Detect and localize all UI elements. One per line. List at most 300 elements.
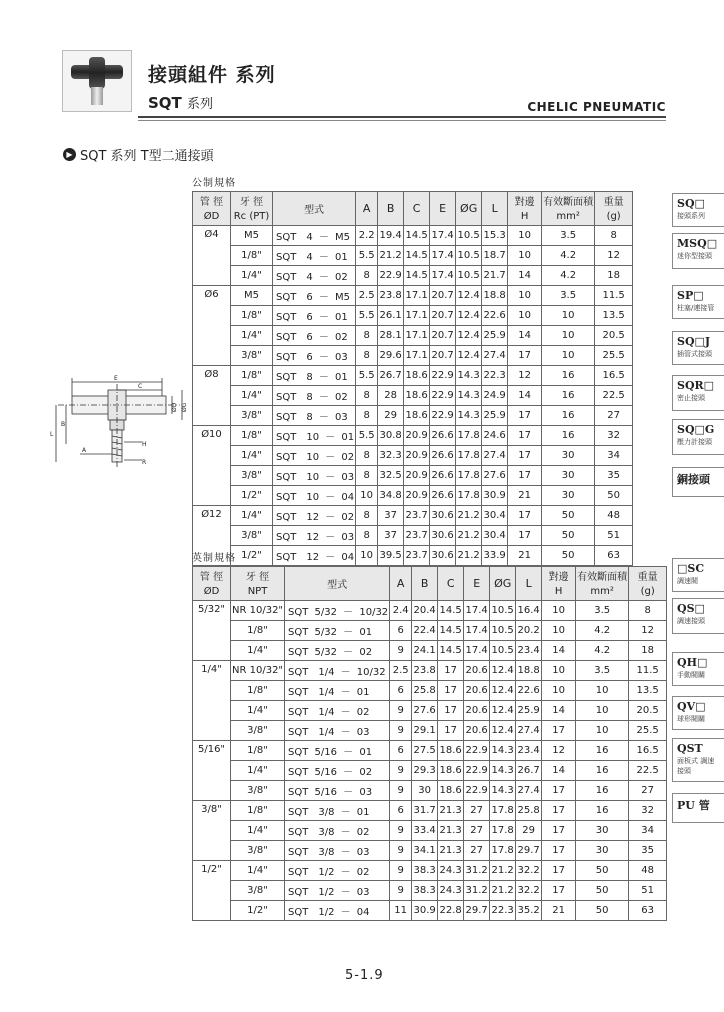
c-cell: 17: [438, 661, 464, 681]
model-cell: SQT 4 － 02: [273, 266, 356, 286]
header-model: 型式: [273, 192, 356, 226]
b-cell: 22.9: [378, 266, 404, 286]
c-cell: 17.1: [404, 346, 430, 366]
g-cell: 12.4: [456, 326, 482, 346]
label-E: E: [114, 375, 118, 382]
h-cell: 17: [508, 446, 542, 466]
l-cell: 30.4: [482, 526, 508, 546]
a-cell: 2.2: [356, 226, 378, 246]
area-cell: 16: [542, 366, 595, 386]
a-cell: 9: [390, 641, 412, 661]
l-cell: 25.8: [516, 801, 542, 821]
side-tab-title: SP□: [677, 289, 704, 302]
header-weight-label: 重量: [595, 192, 633, 209]
l-cell: 23.4: [516, 741, 542, 761]
e-cell: 29.7: [464, 901, 490, 921]
area-cell: 4.2: [576, 641, 629, 661]
h-cell: 17: [542, 801, 576, 821]
b-cell: 27.6: [412, 701, 438, 721]
c-cell: 18.6: [404, 386, 430, 406]
thread-cell: 3/8": [231, 721, 285, 741]
model-cell: SQT 3/8 － 01: [285, 801, 390, 821]
model-cell: SQT 10 － 01: [273, 426, 356, 446]
e-cell: 30.6: [430, 546, 456, 566]
b-cell: 37: [378, 506, 404, 526]
g-cell: 21.2: [456, 506, 482, 526]
model-cell: SQT 6 － M5: [273, 286, 356, 306]
thread-cell: 1/4": [231, 641, 285, 661]
e-cell: 20.6: [464, 661, 490, 681]
a-cell: 8: [356, 386, 378, 406]
a-cell: 10: [356, 546, 378, 566]
model-cell: SQT 1/4 － 03: [285, 721, 390, 741]
side-tab-title: QH□: [677, 656, 708, 669]
l-cell: 23.4: [516, 641, 542, 661]
thread-cell: 1/8": [231, 681, 285, 701]
table-row: [193, 821, 667, 841]
side-tab-2[interactable]: [672, 285, 724, 319]
h-cell: 17: [542, 841, 576, 861]
side-tab-5[interactable]: [672, 419, 724, 455]
b-cell: 20.4: [412, 601, 438, 621]
g-cell: 14.3: [490, 761, 516, 781]
h-cell: 17: [508, 526, 542, 546]
header-weight-label: 重量: [629, 567, 667, 584]
h-cell: 21: [508, 546, 542, 566]
table-row: [193, 881, 667, 901]
a-cell: 8: [356, 526, 378, 546]
thread-cell: 3/8": [231, 406, 273, 426]
h-cell: 17: [508, 466, 542, 486]
label-B: B: [61, 421, 66, 428]
e-cell: 17.4: [430, 266, 456, 286]
area-cell: 4.2: [542, 246, 595, 266]
g-cell: 12.4: [490, 661, 516, 681]
product-photo: [62, 50, 132, 112]
tube-diameter-cell: 5/32": [193, 601, 231, 661]
label-H: H: [142, 441, 147, 448]
table-row: [193, 681, 667, 701]
header-od-unit: ØD: [193, 584, 231, 601]
l-cell: 26.7: [516, 761, 542, 781]
b-cell: 31.7: [412, 801, 438, 821]
h-cell: 10: [508, 286, 542, 306]
weight-cell: 13.5: [629, 681, 667, 701]
g-cell: 10.5: [490, 601, 516, 621]
area-cell: 10: [576, 701, 629, 721]
section-title: [63, 145, 214, 164]
thread-cell: 1/4": [231, 446, 273, 466]
side-tab-10[interactable]: [672, 696, 724, 730]
h-cell: 17: [542, 821, 576, 841]
a-cell: 11: [390, 901, 412, 921]
thread-cell: 1/4": [231, 761, 285, 781]
l-cell: 16.4: [516, 601, 542, 621]
area-cell: 30: [576, 841, 629, 861]
weight-cell: 34: [595, 446, 633, 466]
side-tab-title: QV□: [677, 700, 706, 713]
weight-cell: 35: [595, 466, 633, 486]
model-cell: SQT 10 － 02: [273, 446, 356, 466]
e-cell: 20.7: [430, 326, 456, 346]
play-icon: ▶: [63, 148, 76, 161]
weight-cell: 51: [629, 881, 667, 901]
b-cell: 33.4: [412, 821, 438, 841]
header-area-label: 有效斷面積: [576, 567, 629, 584]
side-tab-title: QST: [677, 742, 703, 755]
h-cell: 14: [508, 326, 542, 346]
c-cell: 14.5: [404, 266, 430, 286]
table-row: [193, 761, 667, 781]
g-cell: 17.8: [490, 841, 516, 861]
model-cell: SQT 5/16 － 02: [285, 761, 390, 781]
g-cell: 21.2: [490, 861, 516, 881]
thread-cell: 1/8": [231, 246, 273, 266]
g-cell: 12.4: [456, 286, 482, 306]
table-row: [193, 901, 667, 921]
header-C: C: [438, 567, 464, 601]
h-cell: 17: [542, 721, 576, 741]
header-A: A: [356, 192, 378, 226]
thread-cell: 1/4": [231, 821, 285, 841]
area-cell: 4.2: [576, 621, 629, 641]
l-cell: 25.9: [516, 701, 542, 721]
g-cell: 14.3: [456, 386, 482, 406]
page-number: 5-1.9: [345, 968, 384, 983]
area-cell: 16: [542, 386, 595, 406]
side-tab-title: SQ□: [677, 197, 705, 210]
table-row: [193, 721, 667, 741]
weight-cell: 27: [629, 781, 667, 801]
b-cell: 38.3: [412, 881, 438, 901]
thread-cell: 1/4": [231, 326, 273, 346]
side-tab-0[interactable]: [672, 193, 724, 227]
table-row: [193, 246, 633, 266]
l-cell: 27.6: [482, 466, 508, 486]
side-tab-11[interactable]: [672, 738, 724, 782]
weight-cell: 11.5: [595, 286, 633, 306]
header-thread-unit: Rc (PT): [231, 209, 273, 226]
thread-cell: 1/2": [231, 486, 273, 506]
tube-diameter-cell: Ø12: [193, 506, 231, 566]
c-cell: 23.7: [404, 506, 430, 526]
thread-cell: 3/8": [231, 346, 273, 366]
l-cell: 21.7: [482, 266, 508, 286]
area-cell: 3.5: [576, 661, 629, 681]
l-cell: 18.7: [482, 246, 508, 266]
e-cell: 30.6: [430, 526, 456, 546]
a-cell: 2.4: [390, 601, 412, 621]
h-cell: 17: [508, 346, 542, 366]
g-cell: 21.2: [490, 881, 516, 901]
model-cell: SQT 10 － 03: [273, 466, 356, 486]
side-tab-subtitle: 接頭系列: [677, 212, 705, 220]
header-B: B: [378, 192, 404, 226]
a-cell: 9: [390, 821, 412, 841]
c-cell: 14.5: [438, 621, 464, 641]
b-cell: 29: [378, 406, 404, 426]
side-tab-6[interactable]: [672, 467, 724, 497]
c-cell: 18.6: [404, 366, 430, 386]
side-tab-subtitle: 迷你型接頭: [677, 252, 712, 260]
model-cell: SQT 12 － 03: [273, 526, 356, 546]
weight-cell: 12: [629, 621, 667, 641]
e-cell: 22.9: [430, 366, 456, 386]
l-cell: 22.6: [516, 681, 542, 701]
c-cell: 18.6: [404, 406, 430, 426]
h-cell: 21: [542, 901, 576, 921]
c-cell: 17: [438, 681, 464, 701]
l-cell: 27.4: [516, 721, 542, 741]
side-tab-title: □SC: [677, 562, 705, 575]
g-cell: 12.4: [456, 306, 482, 326]
label-D: ØD: [171, 402, 178, 412]
c-cell: 21.3: [438, 821, 464, 841]
side-tab-title: SQR□: [677, 379, 715, 392]
area-cell: 3.5: [542, 286, 595, 306]
header-G: ØG: [490, 567, 516, 601]
header-weight-unit: (g): [595, 209, 633, 226]
c-cell: 18.6: [438, 781, 464, 801]
side-tab-7[interactable]: [672, 558, 724, 592]
b-cell: 23.8: [412, 661, 438, 681]
h-cell: 12: [508, 366, 542, 386]
area-cell: 30: [542, 486, 595, 506]
side-tab-8[interactable]: [672, 598, 724, 634]
model-cell: SQT 4 － M5: [273, 226, 356, 246]
l-cell: 27.4: [516, 781, 542, 801]
label-L: L: [50, 431, 54, 438]
header-E: E: [464, 567, 490, 601]
area-cell: 10: [576, 681, 629, 701]
h-cell: 14: [542, 641, 576, 661]
area-cell: 50: [542, 546, 595, 566]
e-cell: 22.9: [464, 761, 490, 781]
g-cell: 10.5: [456, 226, 482, 246]
label-R: R: [142, 459, 147, 466]
a-cell: 9: [390, 721, 412, 741]
a-cell: 8: [356, 446, 378, 466]
side-tab-12[interactable]: [672, 793, 724, 823]
h-cell: 14: [508, 386, 542, 406]
b-cell: 37: [378, 526, 404, 546]
h-cell: 10: [542, 621, 576, 641]
thread-cell: 3/8": [231, 526, 273, 546]
l-cell: 30.4: [482, 506, 508, 526]
side-tab-9[interactable]: [672, 652, 724, 686]
e-cell: 27: [464, 821, 490, 841]
brand-name: CHELIC PNEUMATIC: [527, 100, 666, 114]
e-cell: 26.6: [430, 486, 456, 506]
l-cell: 24.9: [482, 386, 508, 406]
h-cell: 14: [542, 761, 576, 781]
e-cell: 27: [464, 801, 490, 821]
model-cell: SQT 12 － 04: [273, 546, 356, 566]
weight-cell: 48: [629, 861, 667, 881]
side-tab-3[interactable]: [672, 331, 724, 365]
c-cell: 21.3: [438, 801, 464, 821]
area-cell: 50: [542, 526, 595, 546]
table-row: [193, 466, 633, 486]
tube-diameter-cell: Ø6: [193, 286, 231, 366]
weight-cell: 63: [629, 901, 667, 921]
a-cell: 8: [356, 326, 378, 346]
g-cell: 14.3: [456, 366, 482, 386]
imperial-spec-table: [192, 566, 667, 921]
weight-cell: 32: [595, 426, 633, 446]
model-cell: SQT 6 － 01: [273, 306, 356, 326]
area-cell: 30: [542, 446, 595, 466]
model-cell: SQT 10 － 04: [273, 486, 356, 506]
model-cell: SQT 1/2 － 02: [285, 861, 390, 881]
e-cell: 26.6: [430, 426, 456, 446]
a-cell: 9: [390, 781, 412, 801]
table-row: [193, 526, 633, 546]
e-cell: 20.6: [464, 681, 490, 701]
weight-cell: 27: [595, 406, 633, 426]
area-cell: 50: [576, 901, 629, 921]
header-area-unit: mm²: [542, 209, 595, 226]
c-cell: 18.6: [438, 761, 464, 781]
side-tab-subtitle: 面板式 調速接頭: [677, 757, 715, 775]
l-cell: 32.2: [516, 881, 542, 901]
a-cell: 6: [390, 681, 412, 701]
header-A: A: [390, 567, 412, 601]
side-tab-subtitle: 壓力計接頭: [677, 438, 712, 446]
a-cell: 5.5: [356, 306, 378, 326]
weight-cell: 18: [629, 641, 667, 661]
model-cell: SQT 4 － 01: [273, 246, 356, 266]
thread-cell: 1/4": [231, 701, 285, 721]
area-cell: 10: [542, 346, 595, 366]
weight-cell: 16.5: [595, 366, 633, 386]
table-row: [193, 306, 633, 326]
metric-caption: 公制規格: [192, 178, 236, 189]
b-cell: 29.6: [378, 346, 404, 366]
weight-cell: 11.5: [629, 661, 667, 681]
b-cell: 26.7: [378, 366, 404, 386]
table-row: [193, 661, 667, 681]
e-cell: 27: [464, 841, 490, 861]
table-row: [193, 506, 633, 526]
e-cell: 22.9: [464, 781, 490, 801]
b-cell: 30.9: [412, 901, 438, 921]
model-cell: SQT 1/2 － 03: [285, 881, 390, 901]
a-cell: 8: [356, 506, 378, 526]
h-cell: 17: [508, 506, 542, 526]
l-cell: 18.8: [482, 286, 508, 306]
e-cell: 30.6: [430, 506, 456, 526]
side-tab-title: PU 管: [677, 799, 710, 812]
thread-cell: 1/4": [231, 266, 273, 286]
g-cell: 12.4: [490, 681, 516, 701]
label-C: C: [138, 383, 143, 390]
tube-diameter-cell: Ø10: [193, 426, 231, 506]
imperial-caption: 英制規格: [192, 553, 236, 564]
header-rule: [138, 116, 666, 118]
table-row: [193, 486, 633, 506]
model-cell: SQT 8 － 03: [273, 406, 356, 426]
side-tab-title: 銅接頭: [677, 473, 710, 486]
l-cell: 22.6: [482, 306, 508, 326]
weight-cell: 18: [595, 266, 633, 286]
weight-cell: 8: [629, 601, 667, 621]
area-cell: 3.5: [576, 601, 629, 621]
c-cell: 20.9: [404, 426, 430, 446]
model-cell: SQT 1/4 － 02: [285, 701, 390, 721]
area-cell: 16: [576, 801, 629, 821]
h-cell: 10: [508, 226, 542, 246]
side-tab-title: SQ□J: [677, 335, 711, 348]
l-cell: 20.2: [516, 621, 542, 641]
model-cell: SQT 5/16 － 01: [285, 741, 390, 761]
tube-diameter-cell: 1/2": [193, 861, 231, 921]
area-cell: 16: [576, 741, 629, 761]
h-cell: 17: [542, 881, 576, 901]
weight-cell: 34: [629, 821, 667, 841]
area-cell: 16: [576, 781, 629, 801]
tube-diameter-cell: Ø8: [193, 366, 231, 426]
c-cell: 24.3: [438, 881, 464, 901]
c-cell: 17: [438, 721, 464, 741]
header-od-label: 管 徑: [193, 567, 231, 584]
h-cell: 17: [542, 861, 576, 881]
model-cell: SQT 1/4 － 01: [285, 681, 390, 701]
c-cell: 17.1: [404, 286, 430, 306]
c-cell: 14.5: [404, 246, 430, 266]
side-tab-4[interactable]: [672, 375, 724, 411]
table-row: [193, 861, 667, 881]
e-cell: 17.4: [464, 601, 490, 621]
model-cell: SQT 3/8 － 03: [285, 841, 390, 861]
weight-cell: 20.5: [629, 701, 667, 721]
l-cell: 18.8: [516, 661, 542, 681]
a-cell: 8: [356, 466, 378, 486]
thread-cell: 3/8": [231, 881, 285, 901]
section-title-text: SQT 系列 T型二通接頭: [80, 149, 214, 164]
thread-cell: NR 10/32": [231, 601, 285, 621]
weight-cell: 20.5: [595, 326, 633, 346]
table-row: [193, 546, 633, 566]
a-cell: 5.5: [356, 246, 378, 266]
model-cell: SQT 12 － 02: [273, 506, 356, 526]
l-cell: 25.9: [482, 326, 508, 346]
g-cell: 17.8: [456, 446, 482, 466]
header-E: E: [430, 192, 456, 226]
thread-cell: 1/8": [231, 801, 285, 821]
e-cell: 20.7: [430, 306, 456, 326]
header-thread-unit: NPT: [231, 584, 285, 601]
thread-cell: NR 10/32": [231, 661, 285, 681]
e-cell: 17.4: [430, 246, 456, 266]
weight-cell: 22.5: [595, 386, 633, 406]
header-thread-label: 牙 徑: [231, 192, 273, 209]
g-cell: 17.8: [456, 466, 482, 486]
thread-cell: M5: [231, 286, 273, 306]
side-tab-1[interactable]: [672, 233, 724, 269]
metric-spec-table: [192, 191, 633, 566]
a-cell: 10: [356, 486, 378, 506]
b-cell: 28.1: [378, 326, 404, 346]
header-od-unit: ØD: [193, 209, 231, 226]
l-cell: 32.2: [516, 861, 542, 881]
tube-diameter-cell: 5/16": [193, 741, 231, 801]
e-cell: 17.4: [464, 621, 490, 641]
weight-cell: 22.5: [629, 761, 667, 781]
tube-diameter-cell: 1/4": [193, 661, 231, 741]
g-cell: 17.8: [490, 801, 516, 821]
table-row: [193, 346, 633, 366]
